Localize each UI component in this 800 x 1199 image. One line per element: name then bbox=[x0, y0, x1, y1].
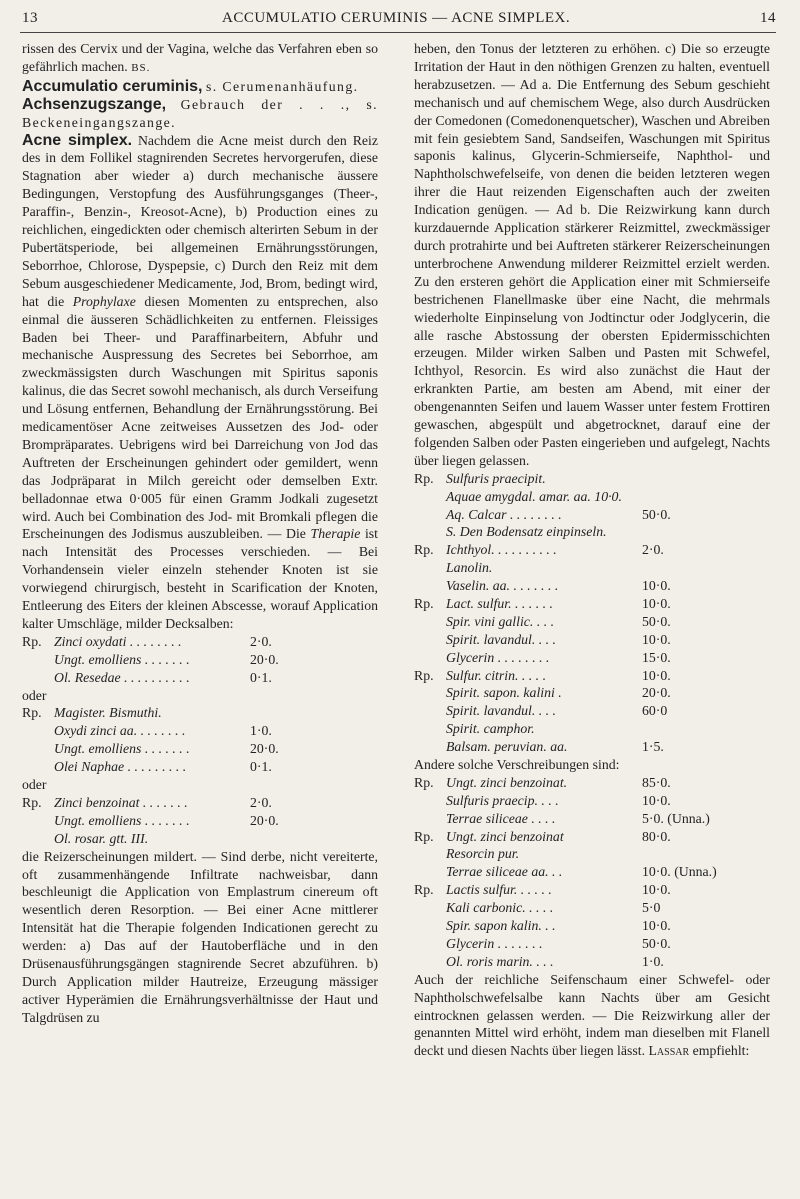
prescription-line bbox=[414, 720, 770, 738]
ingredient-name: Sulfuris praecip. . . . bbox=[446, 792, 559, 808]
prescription-line bbox=[414, 881, 770, 899]
ingredient-name: Zinci oxydati . . . . . . . . bbox=[54, 633, 182, 649]
prescription-line bbox=[22, 758, 378, 776]
ingredient-amount: 50·0. bbox=[642, 613, 671, 629]
prescription-line bbox=[414, 828, 770, 846]
prescription-line bbox=[414, 667, 770, 685]
ingredient-amount: 80·0. bbox=[642, 828, 671, 844]
oder-label: oder bbox=[22, 777, 47, 793]
prescription-line bbox=[22, 651, 378, 669]
paragraph: Auch der reichliche Seifenschaum einer Schwefel- oder Naphtholschwefelsalbe kann Nachts über am Gesicht eintrocknen gelassen werden. — Die Reizwirkung aller der genannten Mittel wird erhöht, indem man dieselben mit Flanell deckt und diesen Nachts über liegen lässt. Lassar empfiehlt: bbox=[414, 971, 770, 1059]
prescription-7 bbox=[414, 667, 770, 756]
prescription-line bbox=[22, 794, 378, 812]
ingredient-name: Ungt. zinci benzoinat. bbox=[446, 774, 568, 790]
ingredient-amount: 20·0. bbox=[250, 812, 279, 828]
prescription-line bbox=[414, 774, 770, 792]
prescription-6 bbox=[414, 595, 770, 667]
prescription-line bbox=[414, 702, 770, 720]
prescription-line bbox=[414, 863, 770, 881]
ingredient-name: Aq. Calcar . . . . . . . . bbox=[446, 506, 562, 522]
rp-label: Rp. bbox=[22, 633, 42, 649]
prescription-line bbox=[22, 669, 378, 687]
prescription-line bbox=[414, 935, 770, 953]
right-page-number: 14 bbox=[760, 10, 776, 26]
ingredient-amount: 15·0. bbox=[642, 649, 671, 665]
ingredient-name: Balsam. peruvian. aa. bbox=[446, 739, 568, 755]
ingredient-name: Lanolin. bbox=[446, 560, 493, 576]
ingredient-amount: 1·0. bbox=[642, 953, 664, 969]
prescription-line bbox=[414, 631, 770, 649]
prescription-line bbox=[414, 595, 770, 613]
ingredient-amount: 20·0. bbox=[250, 741, 279, 757]
ingredient-amount: 2·0. bbox=[642, 542, 664, 558]
prescription-10 bbox=[414, 881, 770, 970]
ingredient-amount: 1·5. bbox=[642, 739, 664, 755]
ingredient-name: Ol. Resedae . . . . . . . . . . bbox=[54, 669, 190, 685]
ingredient-amount: 10·0. bbox=[642, 918, 671, 934]
ingredient-amount: 10·0. bbox=[642, 667, 671, 683]
ingredient-name: Ungt. emolliens . . . . . . . bbox=[54, 651, 190, 667]
prescription-line bbox=[414, 738, 770, 756]
paragraph: rissen des Cervix und der Vagina, welche das Verfahren eben so gefährlich machen. BS. bbox=[22, 41, 378, 74]
prescription-line bbox=[414, 792, 770, 810]
prescription-line bbox=[414, 470, 770, 488]
prescription-line bbox=[414, 541, 770, 559]
ingredient-name: Ol. roris marin. . . . bbox=[446, 953, 554, 969]
ingredient-name: Aquae amygdal. amar. aa. 10·0. bbox=[446, 488, 622, 504]
prescription-line bbox=[414, 953, 770, 971]
ingredient-amount: 50·0. bbox=[642, 935, 671, 951]
ingredient-name: Zinci benzoinat . . . . . . . bbox=[54, 794, 188, 810]
ingredient-amount: 60·0 bbox=[642, 703, 668, 719]
paragraph: heben, den Tonus der letzteren zu erhöhen. c) Die so erzeugte Irritation der Haut in den nöthigen Grenzen zu halten, eventuell herabzusetzen. — Ad a. Die Entfernung des Sebum geschieht mechanisch und auf chemischem Wege, also durch Ausdrücken der Comedonen (Comedonenquetscher), Waschen und Abreiben mit fein gesiebtem Sand, Sandseifen, Waschungen mit Spiritus saponis kalinus, Glycerin-Schmierseife, Naphthol- und Naphtholschwefelseife, von denen die beiden letzteren wegen ihrer die Haut reizenden Eigenschaften auch der zweiten Indication genügen. — Ad b. Die Reizwirkung kann durch kurzdauernde Application stärkerer Reizmittel, zweckmässiger durch protrahirte und bei Auftreten stärkerer Reizerscheinungen unterbrochene Anwendung milderer Reizmittel erzielt werden. Zu den ersteren gehört die Application einer mit Schmierseife bestrichenen Flanellmaske über eine Nacht, die mehrmals wiederholte Einpinselung von Jodtinctur oder Jodglycerin, die alle rasche Abstossung der obersten Epidermisschichten erzeugen. Milder wirken Salben und Pasten mit Schwefel, Ichthyol, Resorcin. Es wird also zunächst die Haut der erkrankten Partie, am besten am Abend, mit einer der obengenannten Seifen und lauem Wasser unter festem Frottiren gewaschen, abgespült und abgetrocknet, darauf eine der folgenden Salben oder Pasten eingerieben und aufgelegt, Nachts über liegen gelassen. bbox=[414, 41, 770, 468]
ingredient-name: Olei Naphae . . . . . . . . . bbox=[54, 759, 187, 775]
ingredient-name: Ungt. emolliens . . . . . . . bbox=[54, 741, 190, 757]
paragraph: die Reizerscheinungen mildert. — Sind derbe, nicht vereiterte, oft zusammenhängende Infiltrate nachweisbar, dann beschleunigt die Application von Emplastrum cinereum oft wesentlich deren Resorption. — Bei einer Acne mittlerer Intensität hat die Therapie folgenden Indicationen gerecht zu werden: a) Das auf der Hautoberfläche und in den Drüsenausführungsgängen stagnirende Secret abzuführen. b) Durch Application milder Hautreize, Erzeugung mässiger activer Hyperämien die Ernährungsverhältnisse der Haut und Talgdrüsen zu bbox=[22, 848, 378, 1025]
ingredient-name: Ungt. zinci benzoinat bbox=[446, 828, 564, 844]
oder-label: oder bbox=[22, 687, 47, 703]
ingredient-name: Magister. Bismuthi. bbox=[54, 705, 162, 721]
ingredient-amount: 2·0. bbox=[250, 794, 272, 810]
ingredient-amount: 2·0. bbox=[250, 633, 272, 649]
prescription-line bbox=[22, 704, 378, 722]
prescription-8 bbox=[414, 774, 770, 828]
rp-label: Rp. bbox=[414, 774, 434, 790]
prescription-3 bbox=[22, 794, 378, 848]
ingredient-name: Resorcin pur. bbox=[446, 846, 520, 862]
headword: Accumulatio ceruminis, bbox=[22, 77, 203, 95]
author-name: Lassar bbox=[648, 1043, 690, 1059]
ingredient-amount: 0·1. bbox=[250, 669, 272, 685]
ingredient-name: Sulfuris praecipit. bbox=[446, 470, 546, 486]
ingredient-name: Glycerin . . . . . . . . bbox=[446, 649, 550, 665]
ingredient-amount: 0·1. bbox=[250, 759, 272, 775]
ingredient-name: Ungt. emolliens . . . . . . . bbox=[54, 812, 190, 828]
prescription-line bbox=[414, 577, 770, 595]
ingredient-amount: 5·0. (Unna.) bbox=[642, 810, 710, 826]
entry-accumulatio: Accumulatio ceruminis, s. Cerumenanhäufung. bbox=[22, 77, 359, 95]
rp-label: Rp. bbox=[414, 882, 434, 898]
prescription-line bbox=[414, 488, 770, 506]
ingredient-amount: 10·0. bbox=[642, 792, 671, 808]
header-rule bbox=[20, 32, 776, 33]
ingredient-name: Sulfur. citrin. . . . . bbox=[446, 667, 547, 683]
prescription-1 bbox=[22, 633, 378, 687]
prescription-5 bbox=[414, 541, 770, 595]
rp-label: Rp. bbox=[414, 667, 434, 683]
right-column bbox=[414, 40, 770, 1060]
ingredient-amount: 1·0. bbox=[250, 723, 272, 739]
rp-label: Rp. bbox=[414, 595, 434, 611]
ingredient-name: Lactis sulfur. . . . . . bbox=[446, 882, 552, 898]
ingredient-amount: 10·0. bbox=[642, 631, 671, 647]
ingredient-name: Terrae siliceae aa. . . bbox=[446, 864, 563, 880]
ingredient-name: Spirit. lavandul. . . . bbox=[446, 703, 556, 719]
prescription-line bbox=[414, 845, 770, 863]
ingredient-name: Spirit. lavandul. . . . bbox=[446, 631, 556, 647]
ingredient-name: Kali carbonic. . . . . bbox=[446, 900, 554, 916]
prescription-line bbox=[414, 649, 770, 667]
ingredient-amount: 5·0 bbox=[642, 900, 661, 916]
ingredient-amount: 20·0. bbox=[250, 651, 279, 667]
ingredient-name: Spirit. sapon. kalini . bbox=[446, 685, 562, 701]
headword: Acne simplex. bbox=[22, 131, 133, 149]
left-page-number: 13 bbox=[22, 10, 38, 26]
prescription-line bbox=[414, 613, 770, 631]
running-header bbox=[0, 6, 800, 32]
ingredient-amount: 85·0. bbox=[642, 774, 671, 790]
ingredient-name: Ol. rosar. gtt. III. bbox=[54, 830, 149, 846]
rp-label: Rp. bbox=[22, 794, 42, 810]
prescription-4 bbox=[414, 470, 770, 542]
prescription-9 bbox=[414, 828, 770, 882]
ingredient-name: Spir. vini gallic. . . . bbox=[446, 613, 555, 629]
prescription-line bbox=[22, 722, 378, 740]
prescription-line bbox=[414, 559, 770, 577]
rp-label: Rp. bbox=[414, 470, 434, 486]
prescription-line bbox=[414, 899, 770, 917]
subheading: Andere solche Verschreibungen sind: bbox=[414, 757, 620, 772]
ingredient-amount: 10·0. bbox=[642, 595, 671, 611]
ingredient-name: S. Den Bodensatz einpinseln. bbox=[446, 524, 607, 540]
prescription-line bbox=[22, 633, 378, 651]
ingredient-amount: 10·0. bbox=[642, 578, 671, 594]
ingredient-amount: 10·0. bbox=[642, 882, 671, 898]
prescription-line bbox=[22, 740, 378, 758]
entry-achsenzugszange: Achsenzugszange, Gebrauch der . . ., s. Beckeneingangszange. bbox=[22, 95, 379, 130]
prescription-line bbox=[414, 506, 770, 524]
ingredient-name: Ichthyol. . . . . . . . . . bbox=[446, 542, 557, 558]
rp-label: Rp. bbox=[22, 705, 42, 721]
left-column bbox=[22, 40, 378, 1027]
prescription-line bbox=[22, 812, 378, 830]
ingredient-name: Oxydi zinci aa. . . . . . . . bbox=[54, 723, 186, 739]
rp-label: Rp. bbox=[414, 542, 434, 558]
prescription-line bbox=[414, 523, 770, 541]
ingredient-amount: 20·0. bbox=[642, 685, 671, 701]
prescription-line bbox=[414, 810, 770, 828]
prescription-line bbox=[414, 684, 770, 702]
prescription-line bbox=[22, 830, 378, 848]
ingredient-name: Lact. sulfur. . . . . . . bbox=[446, 595, 553, 611]
ingredient-name: Spir. sapon kalin. . . bbox=[446, 918, 556, 934]
ingredient-name: Vaselin. aa. . . . . . . . bbox=[446, 578, 559, 594]
headword: Achsenzugszange, bbox=[22, 95, 167, 113]
prescription-2 bbox=[22, 704, 378, 776]
ingredient-amount: 50·0. bbox=[642, 506, 671, 522]
entry-acne-simplex: Acne simplex. Nachdem die Acne meist durch den Reiz des in dem Follikel stagnirenden Secretes hervorgerufen, diese Stagnation aber wieder a) durch mechanische äussere Bedingungen, Verstopfung des Ausführungsganges (Theer-, Paraffin-, Benzin-, Kreosot-Acne), b) Production eines zu reichlichen, eingedickten oder chemisch alterirten Sebum in der Pubertätsperiode, bei allgemeinen Ernährungsstörungen, Seborrhoe, Chlorose, Dyspepsie, c) Durch den Reiz mit dem Sebum ausgeschiedener Medicamente, Jod, Brom, bedingt wird, hat die Prophylaxe diesen Momenten zu entsprechen, also einmal die äusseren Schädlichkeiten zu entfernen. Fleissiges Baden bei Theer- und Paraffinarbeitern, Abfuhr und mechanische Auspressung des Secretes bei Seborrhoe, am zweckmässigsten durch Waschungen mit Spiritus saponis kalinus, die das Secret sowohl mechanisch, als durch Verseifung und Lösung entfernen, Behandlung der Ernährungsstörung. Bei medicamentöser Acne zeitweises Aussetzen des Jod- oder Brompräparates. Uebrigens wird bei Darreichung von Jod das Auftreten der Erscheinungen gehindert oder gemildert, wenn das Jodpräparat in Milch gereicht oder demselben Extr. belladonnae etwa 0·005 für einen Gramm Jodkali zugesetzt wird. Auch bei Combination des Jod- mit Bromkali pflegen die Erscheinungen des Jodismus auszubleiben. — Die Therapie ist nach Intensität des Processes verschieden. — Bei Vorhandensein vieler einzeln stehender Knoten ist sie vorwiegend chirurgisch, besteht in Scarification der Knoten, Entleerung des Eiters der kleinen Abscesse, worauf Application kalter Umschläge, milder Decksalben: bbox=[22, 131, 379, 631]
ingredient-name: Terrae siliceae . . . . bbox=[446, 810, 556, 826]
ingredient-amount: 10·0. (Unna.) bbox=[642, 864, 717, 880]
rp-label: Rp. bbox=[414, 828, 434, 844]
ingredient-name: Glycerin . . . . . . . bbox=[446, 935, 543, 951]
ingredient-name: Spirit. camphor. bbox=[446, 721, 535, 737]
prescription-line bbox=[414, 917, 770, 935]
running-title: ACCUMULATIO CERUMINIS — ACNE SIMPLEX. bbox=[222, 10, 571, 26]
